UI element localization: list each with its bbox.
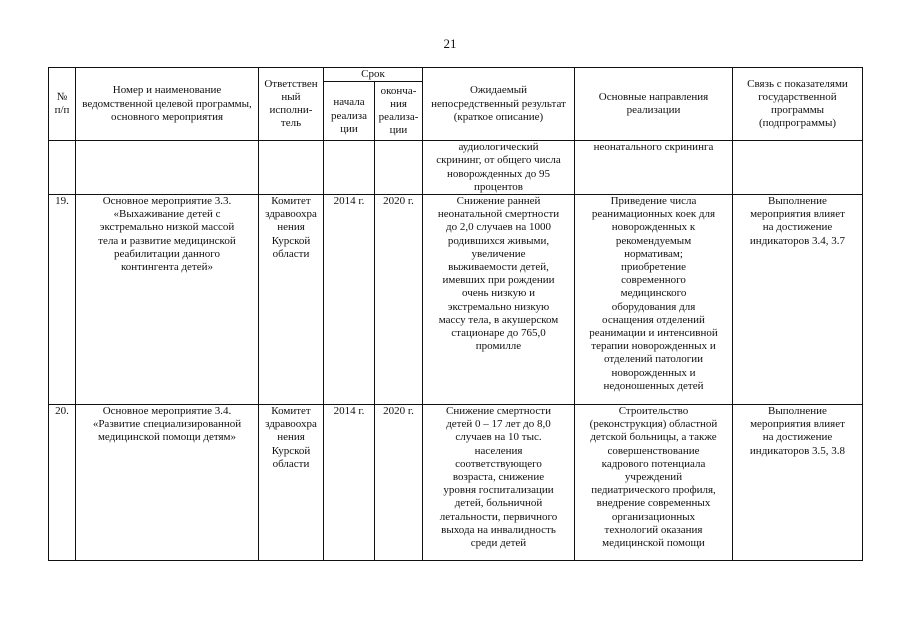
header-end: оконча- ния реализа- ции [375, 82, 423, 141]
table-row [49, 141, 863, 195]
row-end [375, 141, 423, 195]
row-start [324, 141, 375, 195]
row-start: 2014 г. [324, 405, 375, 561]
header-directions: Основные направления реализации [575, 68, 733, 141]
row-responsible [259, 141, 324, 195]
row-end: 2020 г. [375, 405, 423, 561]
row-directions: Приведение числа реанимационных коек для новорожденных к рекомендуемым нормативам; приобретение современного медицинского оборудования для оснащения отделений реанимации и интенсивной терапии новорожденных и отделений патологии новорожденных и недоношенных детей [575, 195, 733, 405]
row-responsible: Комитет здравоохра нения Курской области [259, 195, 324, 405]
row-link: Выполнение мероприятия влияет на достижение индикаторов 3.4, 3.7 [733, 195, 863, 405]
header-responsible: Ответствен ный исполни- тель [259, 68, 324, 141]
row-name: Основное мероприятие 3.4. «Развитие специализированной медицинской помощи детям» [76, 405, 259, 561]
row-link [733, 141, 863, 195]
row-start: 2014 г. [324, 195, 375, 405]
row-directions: неонатального скрининга [575, 141, 733, 195]
row-result: аудиологический скрининг, от общего числа новорожденных до 95 процентов [423, 141, 575, 195]
table-header [49, 68, 863, 141]
program-table [48, 67, 863, 561]
row-responsible: Комитет здравоохра нения Курской области [259, 405, 324, 561]
table-row [49, 195, 863, 405]
row-num: 20. [49, 405, 76, 561]
header-name: Номер и наименование ведомственной целевой программы, основного мероприятия [76, 68, 259, 141]
row-name: Основное мероприятие 3.3. «Выхаживание детей с экстремально низкой массой тела и развитие медицинской реабилитации данного контингента детей» [76, 195, 259, 405]
header-start: начала реализа ции [324, 82, 375, 141]
row-num [49, 141, 76, 195]
header-link: Связь с показателями государственной программы (подпрограммы) [733, 68, 863, 141]
row-name [76, 141, 259, 195]
table-row [49, 405, 863, 561]
row-link: Выполнение мероприятия влияет на достижение индикаторов 3.5, 3.8 [733, 405, 863, 561]
row-directions: Строительство (реконструкция) областной детской больницы, а также совершенствование кадрового потенциала учреждений педиатрического профиля, внедрение современных организационных технологий оказания медицинской помощи [575, 405, 733, 561]
page-number: 21 [443, 36, 457, 51]
row-result: Снижение ранней неонатальной смертности до 2,0 случаев на 1000 родившихся живыми, увеличение выживаемости детей, имевших при рождении очень низкую и экстремально низкую массу тела, в акушерском стационаре до 765,0 промилле [423, 195, 575, 405]
header-result: Ожидаемый непосредственный результат (краткое описание) [423, 68, 575, 141]
header-num: № п/п [49, 68, 76, 141]
header-term: Срок [324, 68, 423, 82]
row-end: 2020 г. [375, 195, 423, 405]
row-result: Снижение смертности детей 0 – 17 лет до 8,0 случаев на 10 тыс. населения соответствующего возраста, снижение уровня госпитализации детей, больничной летальности, первичного выхода на инвалидность среди детей [423, 405, 575, 561]
row-num: 19. [49, 195, 76, 405]
